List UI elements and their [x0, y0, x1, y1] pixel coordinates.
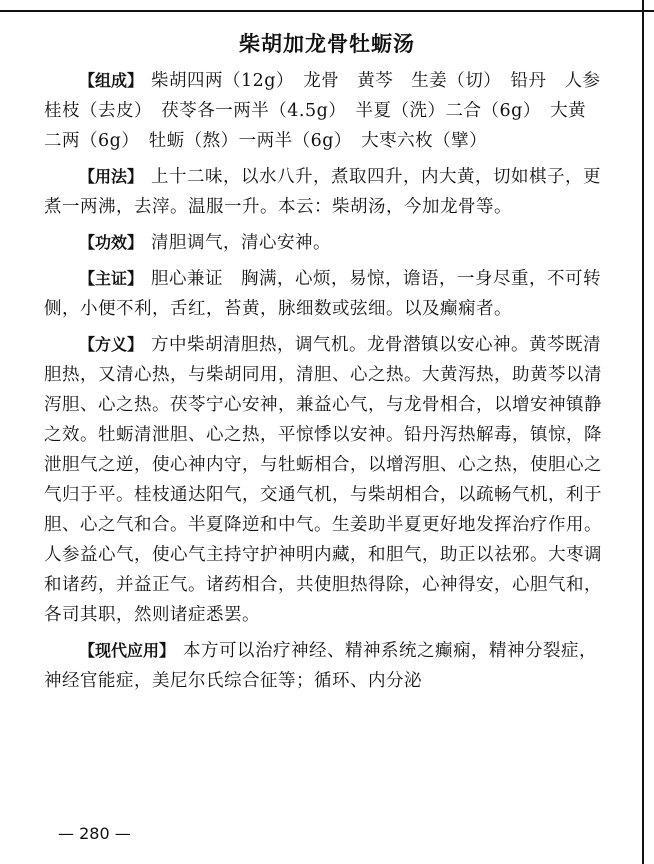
section-text: 清胆调气，清心安神。	[151, 233, 332, 253]
section-indications	[44, 264, 604, 324]
document-body	[44, 66, 619, 702]
page-number: — 280 —	[58, 824, 131, 843]
section-text: 上十二味，以水八升，煮取四升，内大黄，切如棋子，更煮一两沸，去滓。温服一升。本云：柴胡汤，今加龙骨等。	[44, 167, 602, 217]
section-usage	[44, 162, 604, 222]
section-composition	[44, 66, 619, 156]
section-label: 【组成】	[79, 71, 144, 90]
section-label: 【方义】	[79, 335, 144, 354]
section-label: 【用法】	[79, 167, 144, 186]
page-title: 柴胡加龙骨牡蛎汤	[239, 32, 415, 56]
section-label: 【主证】	[79, 269, 144, 288]
section-text: 柴胡四两（12g） 龙骨 黄芩 生姜（切） 铅丹 人参 桂枝（去皮） 茯苓各一两半（4.5g） 半夏（洗）二合（6g） 大黄二两（6g） 牡蛎（熬）一两半（6g） 大枣六枚（擘）	[44, 71, 619, 151]
section-label: 【功效】	[79, 233, 144, 252]
section-efficacy	[44, 228, 604, 258]
page-border-right	[642, 0, 654, 864]
section-label: 【现代应用】	[79, 641, 176, 660]
section-modern-application	[44, 636, 604, 696]
section-text: 胆心兼证 胸满，心烦，易惊，谵语，一身尽重，不可转侧，小便不利，舌红，苔黄，脉细数或弦细。以及癫痫者。	[44, 269, 602, 319]
section-formula-meaning	[44, 330, 604, 630]
page-border-top	[0, 0, 654, 12]
section-text: 本方可以治疗神经、精神系统之癫痫，精神分裂症，神经官能症，美尼尔氏综合征等；循环、内分泌	[44, 641, 598, 691]
section-text: 方中柴胡清胆热，调气机。龙骨潜镇以安心神。黄芩既清胆热，又清心热，与柴胡同用，清胆、心之热。大黄泻热，助黄芩以清泻胆、心之热。茯苓宁心安神，兼益心气，与龙骨相合，以增安神镇静之效。牡蛎清泄胆、心之热，平惊悸以安神。铅丹泻热解毒，镇惊，降泄胆气之逆，使心神内守，与牡蛎相合，以增泻胆、心之热，使胆心之气归于平。桂枝通达阳气，交通气机，与柴胡相合，以疏畅气机，利于胆、心之气和合。半夏降逆和中气。生姜助半夏更好地发挥治疗作用。人参益心气，使心气主持守护神明内藏，和胆气，助正以祛邪。大枣调和诸药，并益正气。诸药相合，共使胆热得除，心神得安，心胆气和，各司其职，然则诸症悉罢。	[44, 335, 602, 625]
